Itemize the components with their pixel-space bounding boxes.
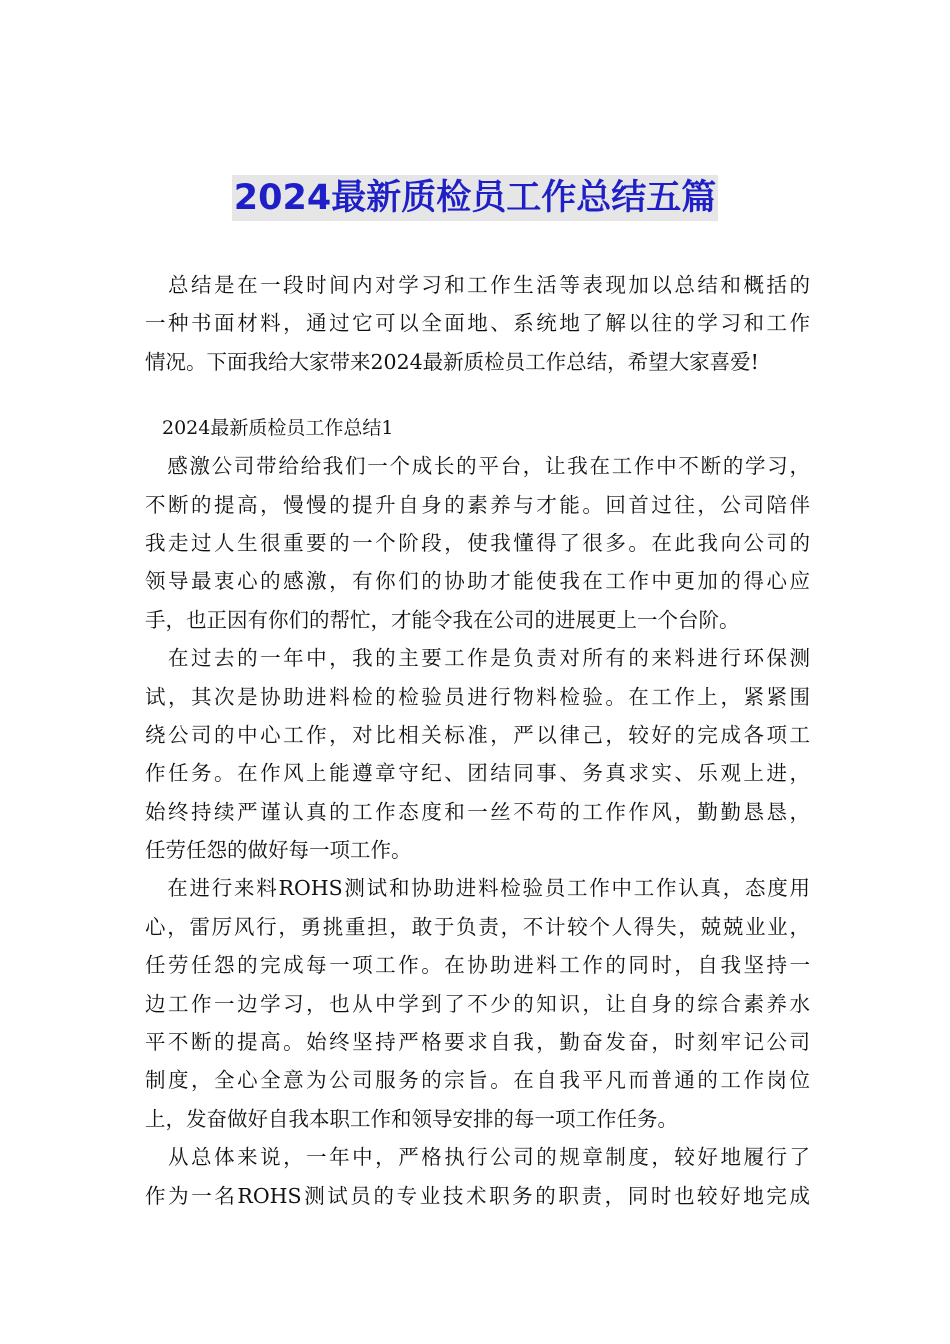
- paragraph-line: 制度，全心全意为公司服务的宗旨。在自我平凡而普通的工作岗位: [145, 1068, 810, 1093]
- paragraph-line: 绕公司的中心工作，对比相关标准，严以律己，较好的完成各项工: [145, 722, 810, 747]
- document-title: 2024最新质检员工作总结五篇: [232, 175, 718, 221]
- paragraph-line: 始终持续严谨认真的工作态度和一丝不苟的工作作风，勤勤恳恳，: [145, 799, 810, 824]
- intro-line: 总结是在一段时间内对学习和工作生活等表现加以总结和概括的: [145, 273, 810, 297]
- paragraph-line: 感激公司带给给我们一个成长的平台，让我在工作中不断的学习，: [145, 454, 810, 479]
- section-body: [145, 447, 810, 1215]
- spacer: [145, 381, 810, 409]
- paragraph-line: 领导最衷心的感激，有你们的协助才能使我在工作中更加的得心应: [145, 569, 810, 594]
- paragraph-line: 心，雷厉风行，勇挑重担，敢于负责，不计较个人得失，兢兢业业，: [145, 914, 810, 939]
- paragraph-line: 任劳任怨的做好每一项工作。: [145, 838, 412, 863]
- paragraph-line: 平不断的提高。始终坚持严格要求自我，勤奋发奋，时刻牢记公司: [145, 1030, 810, 1055]
- paragraph-line: 在进行来料ROHS测试和协助进料检验员工作中工作认真，态度用: [145, 876, 810, 901]
- title-container: [0, 175, 950, 221]
- paragraph-line: 在过去的一年中，我的主要工作是负责对所有的来料进行环保测: [145, 646, 810, 671]
- intro-paragraph: [145, 266, 810, 381]
- paragraph-line: 我走过人生很重要的一个阶段，使我懂得了很多。在此我向公司的: [145, 530, 810, 555]
- paragraph-line: 边工作一边学习，也从中学到了不少的知识，让自身的综合素养水: [145, 991, 810, 1016]
- paragraph-line: 手，也正因有你们的帮忙，才能令我在公司的进展更上一个台阶。: [145, 607, 740, 632]
- paragraph-line: 作任务。在作风上能遵章守纪、团结同事、务真求实、乐观上进，: [145, 761, 810, 786]
- intro-line: 情况。下面我给大家带来2024最新质检员工作总结，希望大家喜爱!: [145, 349, 759, 374]
- intro-line: 一种书面材料，通过它可以全面地、系统地了解以往的学习和工作: [145, 311, 810, 336]
- paragraph-line: 任劳任怨的完成每一项工作。在协助进料工作的同时，自我坚持一: [145, 953, 810, 978]
- section-heading: 2024最新质检员工作总结1: [162, 417, 394, 440]
- paragraph-line: 试，其次是协助进料检的检验员进行物料检验。在工作上，紧紧围: [145, 684, 810, 709]
- paragraph-line: 作为一名ROHS测试员的专业技术职务的职责，同时也较好地完成: [145, 1183, 810, 1208]
- paragraph-line: 上，发奋做好自我本职工作和领导安排的每一项工作任务。: [145, 1106, 678, 1131]
- document-body: [145, 266, 810, 1215]
- paragraph-line: 不断的提高，慢慢的提升自身的素养与才能。回首过往，公司陪伴: [145, 492, 810, 517]
- paragraph-line: 从总体来说，一年中，严格执行公司的规章制度，较好地履行了: [145, 1145, 810, 1170]
